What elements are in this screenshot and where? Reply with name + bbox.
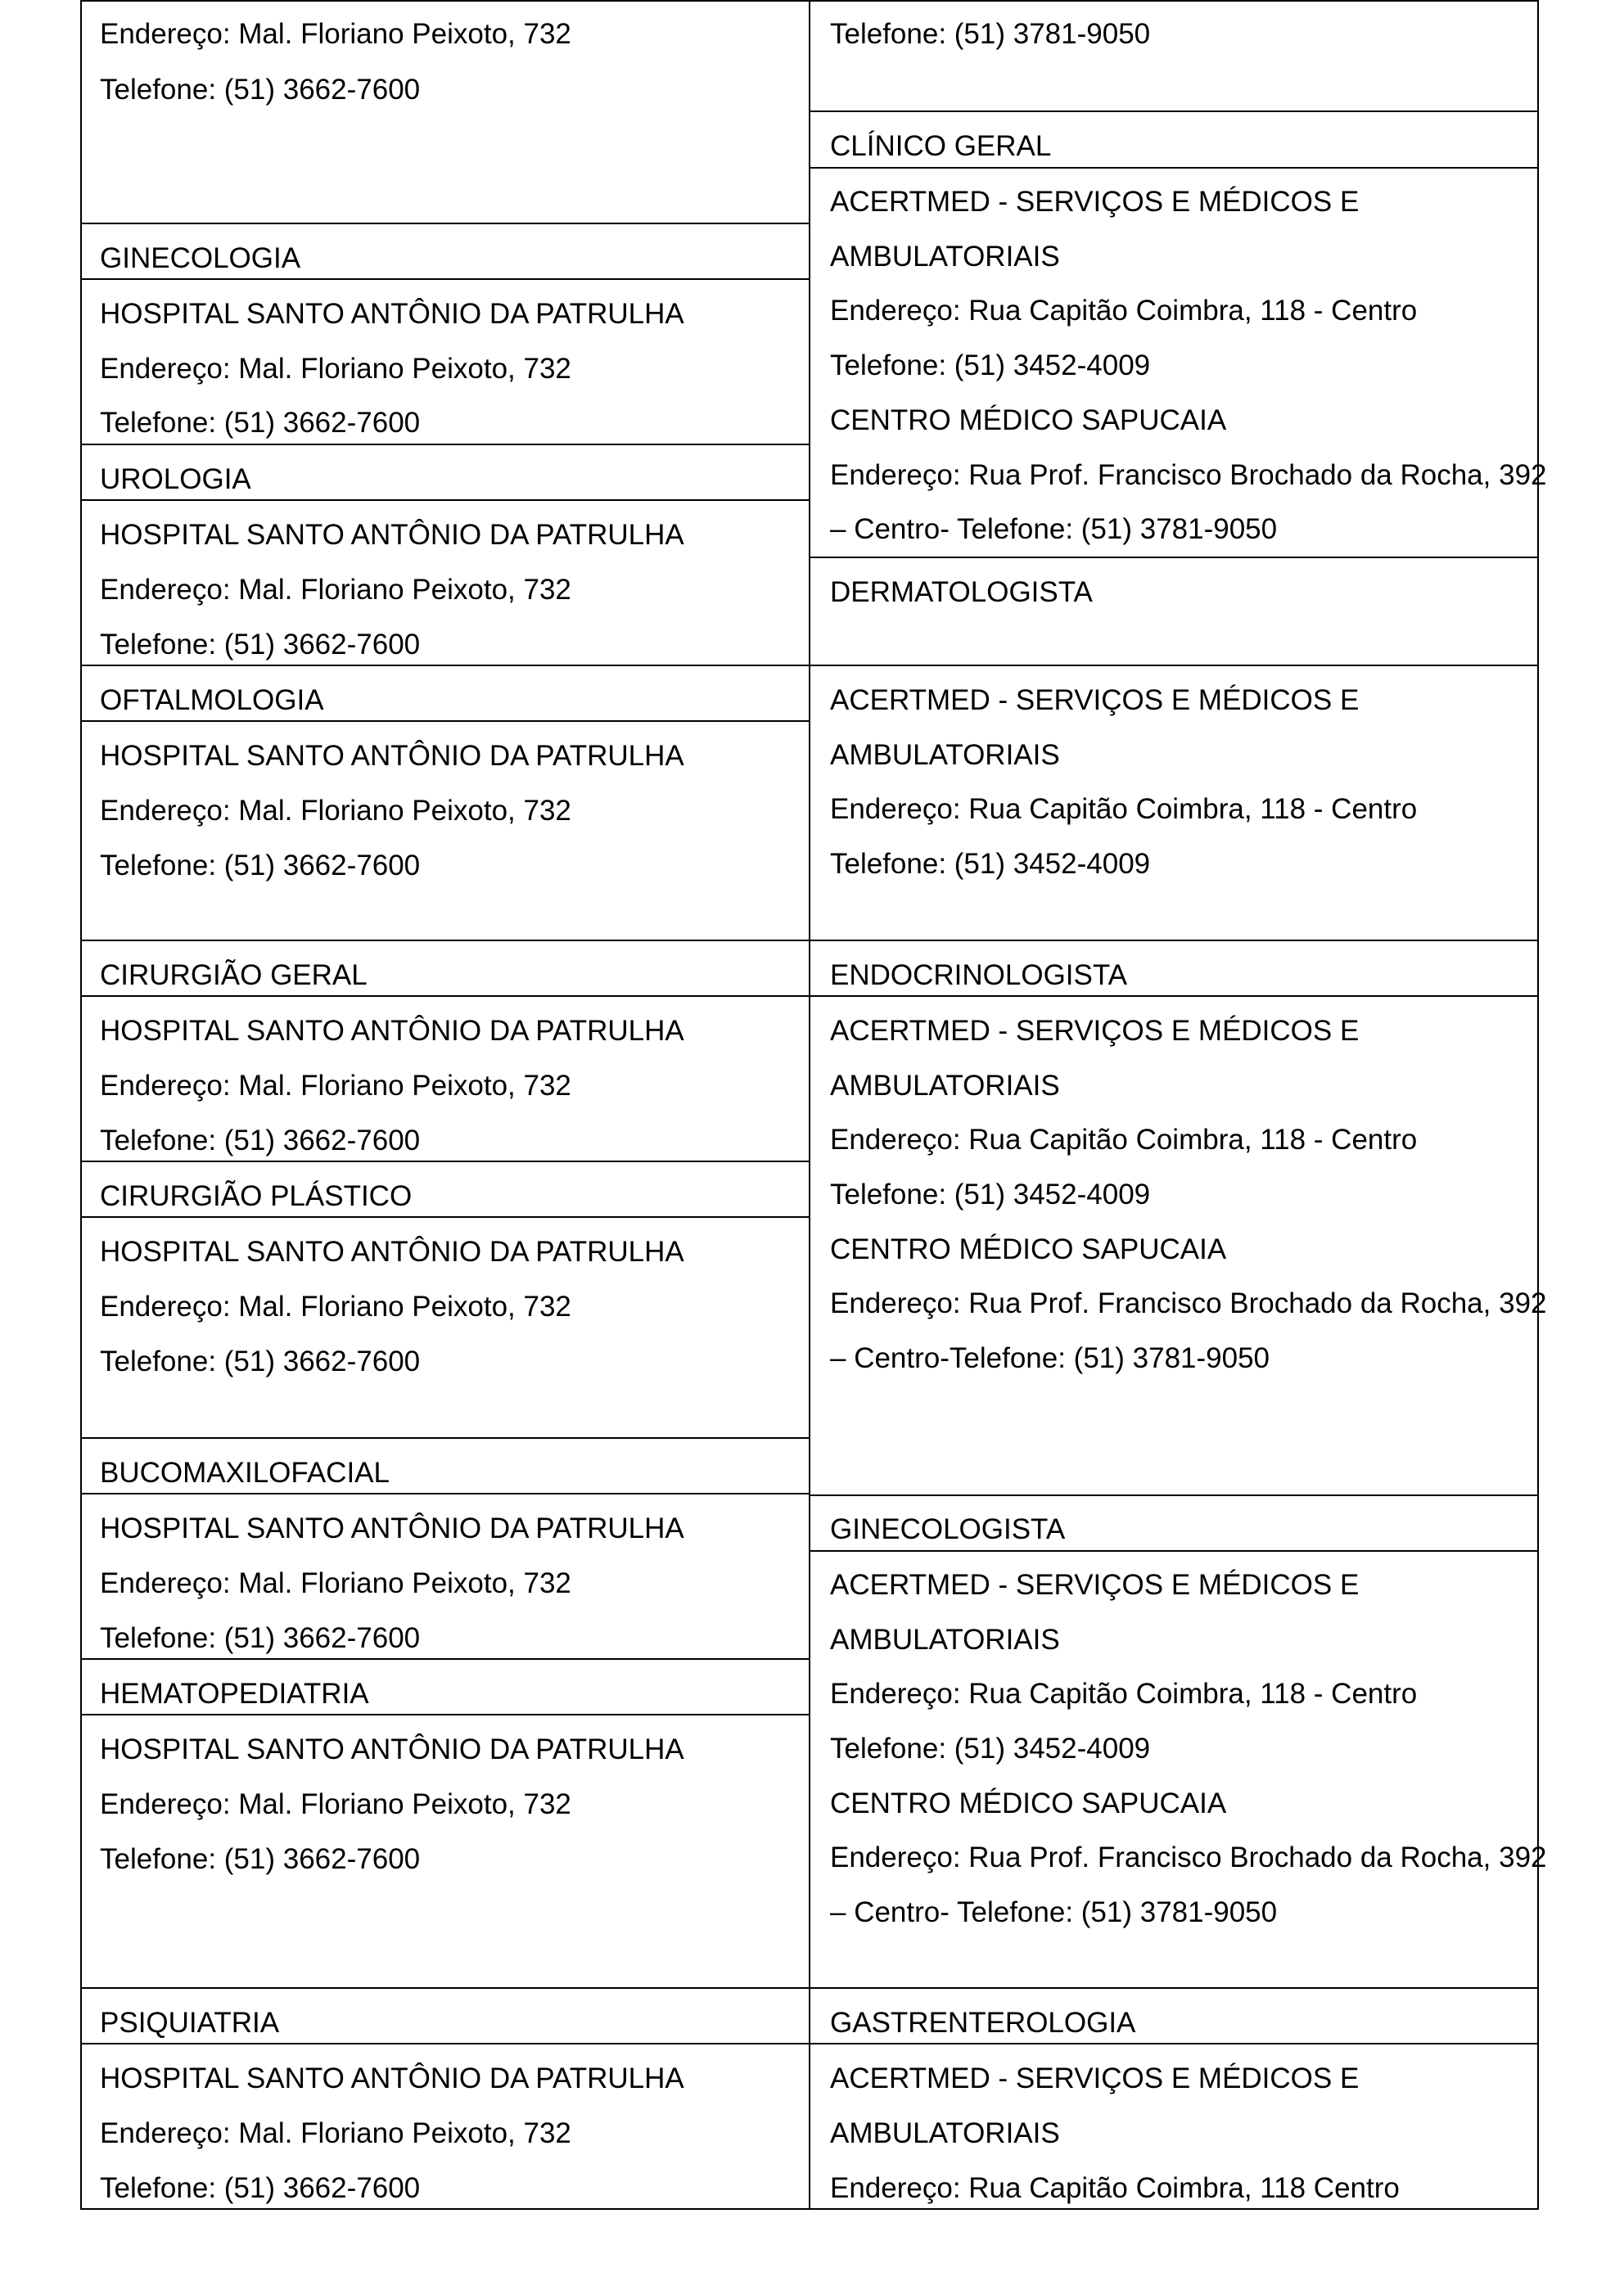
provider-name: AMBULATORIAIS bbox=[830, 241, 1060, 273]
left-row-divider bbox=[80, 1161, 810, 1162]
specialty-heading: ENDOCRINOLOGISTA bbox=[830, 959, 1128, 991]
phone-text: Telefone: (51) 3781-9050 bbox=[830, 18, 1151, 50]
provider-name: ACERTMED - SERVIÇOS E MÉDICOS E bbox=[830, 1569, 1360, 1601]
phone-text: Telefone: (51) 3662-7600 bbox=[100, 1125, 421, 1156]
specialty-heading: GINECOLOGIA bbox=[100, 242, 301, 274]
phone-text: Telefone: (51) 3662-7600 bbox=[100, 2172, 421, 2204]
address-text: Endereço: Rua Capitão Coimbra, 118 - Centro bbox=[830, 1124, 1418, 1156]
address-text: Endereço: Mal. Floriano Peixoto, 732 bbox=[100, 1070, 571, 1102]
table-bottom-border bbox=[80, 2208, 1539, 2210]
provider-name: ACERTMED - SERVIÇOS E MÉDICOS E bbox=[830, 684, 1360, 716]
specialty-heading: UROLOGIA bbox=[100, 463, 251, 495]
provider-name: HOSPITAL SANTO ANTÔNIO DA PATRULHA bbox=[100, 1015, 684, 1047]
table-top-border bbox=[80, 0, 1539, 2]
address-text: Endereço: Mal. Floriano Peixoto, 732 bbox=[100, 1788, 571, 1820]
specialty-heading: GINECOLOGISTA bbox=[830, 1513, 1066, 1545]
table-column-divider bbox=[809, 0, 810, 2210]
left-row-divider bbox=[80, 444, 810, 445]
specialty-heading: PSIQUIATRIA bbox=[100, 2007, 280, 2039]
address-text: Endereço: Rua Capitão Coimbra, 118 - Centro bbox=[830, 1678, 1418, 1710]
specialty-heading: DERMATOLOGISTA bbox=[830, 576, 1093, 608]
address-text: Endereço: Mal. Floriano Peixoto, 732 bbox=[100, 353, 571, 385]
provider-name: CENTRO MÉDICO SAPUCAIA bbox=[830, 1233, 1227, 1265]
row-divider-full bbox=[80, 940, 1539, 941]
right-row-divider bbox=[809, 1494, 1539, 1496]
phone-text: Telefone: (51) 3452-4009 bbox=[830, 1733, 1151, 1765]
specialty-heading: CIRURGIÃO GERAL bbox=[100, 959, 368, 991]
left-row-divider bbox=[80, 1437, 810, 1439]
provider-name: HOSPITAL SANTO ANTÔNIO DA PATRULHA bbox=[100, 519, 684, 551]
right-row-divider bbox=[809, 557, 1539, 558]
row-divider-full bbox=[80, 2043, 1539, 2044]
phone-text: Telefone: (51) 3662-7600 bbox=[100, 850, 421, 881]
provider-name: AMBULATORIAIS bbox=[830, 1624, 1060, 1656]
provider-name: ACERTMED - SERVIÇOS E MÉDICOS E bbox=[830, 2062, 1360, 2094]
phone-text: Telefone: (51) 3662-7600 bbox=[100, 74, 421, 106]
address-text: Endereço: Mal. Floriano Peixoto, 732 bbox=[100, 1291, 571, 1323]
address-text: Endereço: Rua Prof. Francisco Brochado da Rocha, 392 bbox=[830, 459, 1547, 491]
left-row-divider bbox=[80, 1714, 810, 1715]
provider-name: HOSPITAL SANTO ANTÔNIO DA PATRULHA bbox=[100, 1512, 684, 1544]
provider-name: HOSPITAL SANTO ANTÔNIO DA PATRULHA bbox=[100, 1236, 684, 1268]
specialty-heading: CLÍNICO GERAL bbox=[830, 130, 1052, 162]
phone-text: Telefone: (51) 3662-7600 bbox=[100, 1843, 421, 1875]
provider-name: ACERTMED - SERVIÇOS E MÉDICOS E bbox=[830, 1015, 1360, 1047]
specialty-heading: GASTRENTEROLOGIA bbox=[830, 2007, 1136, 2039]
provider-name: AMBULATORIAIS bbox=[830, 1070, 1060, 1102]
phone-text: Telefone: (51) 3662-7600 bbox=[100, 407, 421, 439]
left-row-divider bbox=[80, 1216, 810, 1218]
address-text: – Centro- Telefone: (51) 3781-9050 bbox=[830, 513, 1278, 545]
address-text: Endereço: Rua Capitão Coimbra, 118 - Centro bbox=[830, 295, 1418, 327]
right-row-divider bbox=[809, 110, 1539, 112]
left-row-divider bbox=[80, 278, 810, 280]
phone-text: Telefone: (51) 3452-4009 bbox=[830, 349, 1151, 381]
provider-name: AMBULATORIAIS bbox=[830, 2117, 1060, 2149]
address-text: Endereço: Mal. Floriano Peixoto, 732 bbox=[100, 2117, 571, 2149]
address-text: – Centro- Telefone: (51) 3781-9050 bbox=[830, 1896, 1278, 1928]
phone-text: Telefone: (51) 3662-7600 bbox=[100, 1622, 421, 1654]
specialty-heading: HEMATOPEDIATRIA bbox=[100, 1678, 369, 1710]
row-divider-full bbox=[80, 665, 1539, 666]
provider-name: CENTRO MÉDICO SAPUCAIA bbox=[830, 404, 1227, 436]
provider-name: HOSPITAL SANTO ANTÔNIO DA PATRULHA bbox=[100, 2062, 684, 2094]
provider-name: AMBULATORIAIS bbox=[830, 739, 1060, 771]
row-divider-full bbox=[80, 1987, 1539, 1989]
address-text: Endereço: Mal. Floriano Peixoto, 732 bbox=[100, 1567, 571, 1599]
left-row-divider bbox=[80, 1493, 810, 1494]
phone-text: Telefone: (51) 3662-7600 bbox=[100, 1346, 421, 1377]
provider-name: HOSPITAL SANTO ANTÔNIO DA PATRULHA bbox=[100, 1733, 684, 1765]
left-row-divider bbox=[80, 1658, 810, 1660]
left-row-divider bbox=[80, 223, 810, 224]
left-row-divider bbox=[80, 499, 810, 501]
address-text: Endereço: Mal. Floriano Peixoto, 732 bbox=[100, 18, 571, 50]
specialty-heading: CIRURGIÃO PLÁSTICO bbox=[100, 1180, 413, 1212]
address-text: Endereço: Rua Capitão Coimbra, 118 - Centro bbox=[830, 793, 1418, 825]
phone-text: Telefone: (51) 3452-4009 bbox=[830, 1179, 1151, 1210]
provider-name: ACERTMED - SERVIÇOS E MÉDICOS E bbox=[830, 186, 1360, 218]
address-text: Endereço: Mal. Floriano Peixoto, 732 bbox=[100, 574, 571, 606]
table-border-right bbox=[1537, 0, 1539, 2210]
right-row-divider bbox=[809, 1550, 1539, 1552]
address-text: Endereço: Rua Prof. Francisco Brochado da Rocha, 392 bbox=[830, 1287, 1547, 1319]
phone-text: Telefone: (51) 3452-4009 bbox=[830, 848, 1151, 880]
address-text: Endereço: Rua Prof. Francisco Brochado da Rocha, 392 bbox=[830, 1841, 1547, 1873]
specialty-heading: BUCOMAXILOFACIAL bbox=[100, 1457, 390, 1489]
provider-name: CENTRO MÉDICO SAPUCAIA bbox=[830, 1787, 1227, 1819]
provider-name: HOSPITAL SANTO ANTÔNIO DA PATRULHA bbox=[100, 740, 684, 772]
phone-text: Telefone: (51) 3662-7600 bbox=[100, 629, 421, 660]
address-text: Endereço: Rua Capitão Coimbra, 118 Centro bbox=[830, 2172, 1400, 2204]
specialty-heading: OFTALMOLOGIA bbox=[100, 684, 324, 716]
address-text: Endereço: Mal. Floriano Peixoto, 732 bbox=[100, 795, 571, 827]
left-row-divider bbox=[80, 720, 810, 722]
table-border-left bbox=[80, 0, 82, 2210]
provider-name: HOSPITAL SANTO ANTÔNIO DA PATRULHA bbox=[100, 298, 684, 330]
right-row-divider bbox=[809, 167, 1539, 169]
row-divider-full bbox=[80, 995, 1539, 997]
address-text: – Centro-Telefone: (51) 3781-9050 bbox=[830, 1342, 1270, 1374]
